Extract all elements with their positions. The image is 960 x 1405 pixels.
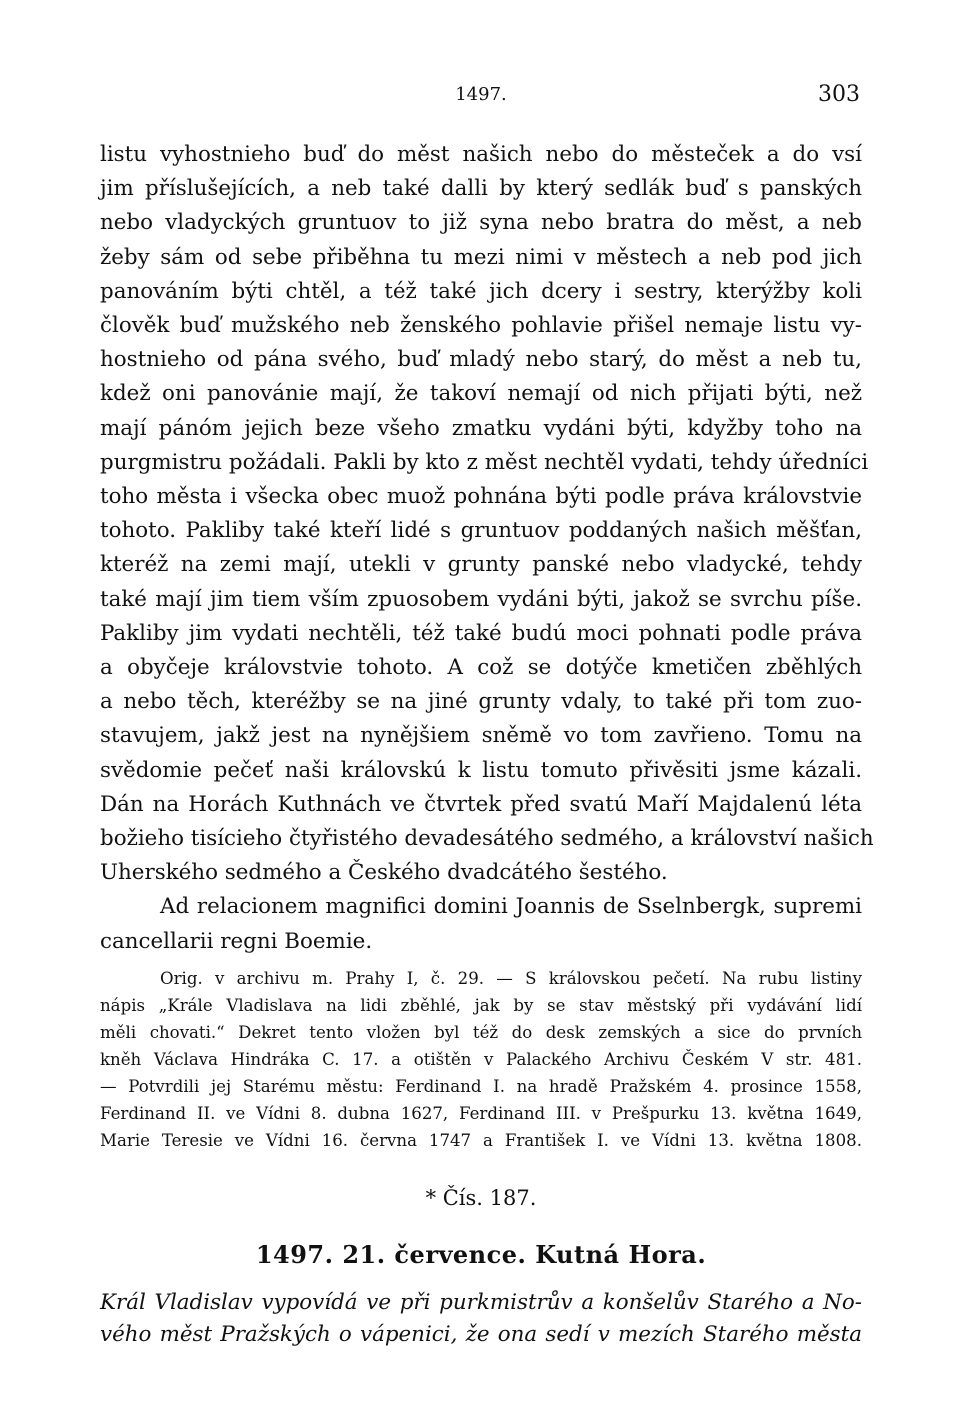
charter-line: listu vyhostnieho buď do měst našich nebo do městeček a do vsí (100, 142, 862, 167)
charter-line: Dán na Horách Kuthnách ve čtvrtek před svatú Maří Majdalenú léta (100, 791, 862, 817)
note-line: — Potvrdili jej Starému městu: Ferdinand I. na hradě Pražském 4. prosince 1558, (100, 1076, 862, 1096)
running-header (100, 80, 862, 120)
charter-line: kteréž na zemi mají, utekli v grunty panské nebo vladycké, tehdy (100, 552, 862, 578)
charter-line: a obyčeje královstvie tohoto. A což se dotýče kmetičen zběhlých (100, 655, 862, 681)
charter-line: toho města i všecka obec muož pohnána býti podle práva královstvie (100, 484, 862, 510)
document-page (100, 80, 874, 1351)
charter-line: mají pánóm jejich beze všeho zmatku vydáni býti, kdyžby toho na (100, 415, 862, 441)
charter-line: Uherského sedmého a Českého dvadcátého šestého. (100, 860, 668, 886)
charter-line: člověk buď mužského neb ženského pohlavie přišel nemaje listu vy- (100, 313, 862, 339)
note-line: Orig. v archivu m. Prahy I, č. 29. — S královskou pečetí. Na rubu listiny (160, 968, 862, 988)
note-line: kněh Václava Hindráka C. 17. a otištěn v Palackého Archivu Českém V str. 481. (100, 1049, 862, 1069)
charter-line: kdež oni panovánie mají, že takoví nemají od nich přijati býti, než (100, 381, 862, 407)
regest-line: vého měst Pražských o vápenici, že ona sedí v mezích Starého města (100, 1321, 862, 1347)
header-year: 1497. (455, 84, 507, 105)
note-line: Ferdinand II. ve Vídni 8. dubna 1627, Ferdinand III. v Prešpurku 13. května 1649, (100, 1103, 862, 1123)
charter-line: panováním býti chtěl, a též také jich dcery i sestry, kterýžby koli (100, 278, 862, 304)
charter-text (100, 138, 874, 890)
note-line: Marie Teresie ve Vídni 16. června 1747 a František I. ve Vídni 13. května 1808. (100, 1130, 862, 1150)
document-heading: 1497. 21. července. Kutná Hora. (255, 1239, 707, 1269)
charter-line: božieho tisícieho čtyřistého devadesátého sedmého, a království našich (100, 826, 874, 852)
charter-line: stavujem, jakž jest na nynějšiem sněmě vo tom zavřieno. Tomu na (100, 723, 862, 749)
archival-note (100, 965, 862, 1154)
charter-line: a nebo těch, kteréžby se na jiné grunty vdaly, to také při tom zuo- (100, 689, 862, 715)
relacio-line: Ad relacionem magnifici domini Joannis de Sselnbergk, supremi (160, 894, 862, 920)
note-line: měli chovati.“ Dekret tento vložen byl též do desk zemských a sice do prvních (100, 1022, 862, 1042)
charter-line: nebo vladyckých gruntuov to již syna nebo bratra do měst, a neb (100, 210, 862, 236)
note-line: nápis „Krále Vladislava na lidi zběhlé, jak by se stav městský při vydávání lidí (100, 995, 862, 1015)
relacio-line: cancellarii regni Boemie. (100, 928, 373, 954)
charter-line: žeby sám od sebe přiběhna tu mezi nimi v městech a neb pod jich (100, 244, 862, 270)
charter-line: také mají jim tiem vším zpuosobem vydáni býti, jakož se svrchu píše. (100, 586, 862, 612)
charter-line: hostnieho od pána svého, buď mladý nebo starý, do měst a neb tu, (100, 347, 862, 373)
regest-text (100, 1287, 862, 1351)
relacio-text (100, 890, 862, 958)
charter-line: tohoto. Pakliby také kteří lidé s gruntuov poddaných našich měšťan, (100, 518, 862, 544)
charter-line: Pakliby jim vydati nechtěli, též také budú moci pohnati podle práva (100, 620, 862, 646)
charter-line: svědomie pečeť naši královskú k listu tomuto přivěsiti jsme kázali. (100, 757, 862, 783)
regest-line: Král Vladislav vypovídá ve při purkmistrův a konšelův Starého a No- (100, 1289, 862, 1315)
charter-line: purgmistru požádali. Pakli by kto z měst nechtěl vydati, tehdy úředníci (100, 449, 869, 475)
charter-line: jim příslušejících, a neb také dalli by který sedlák buď s panských (100, 176, 862, 202)
document-number: * Čís. 187. (425, 1185, 537, 1210)
page-number: 303 (818, 82, 860, 107)
